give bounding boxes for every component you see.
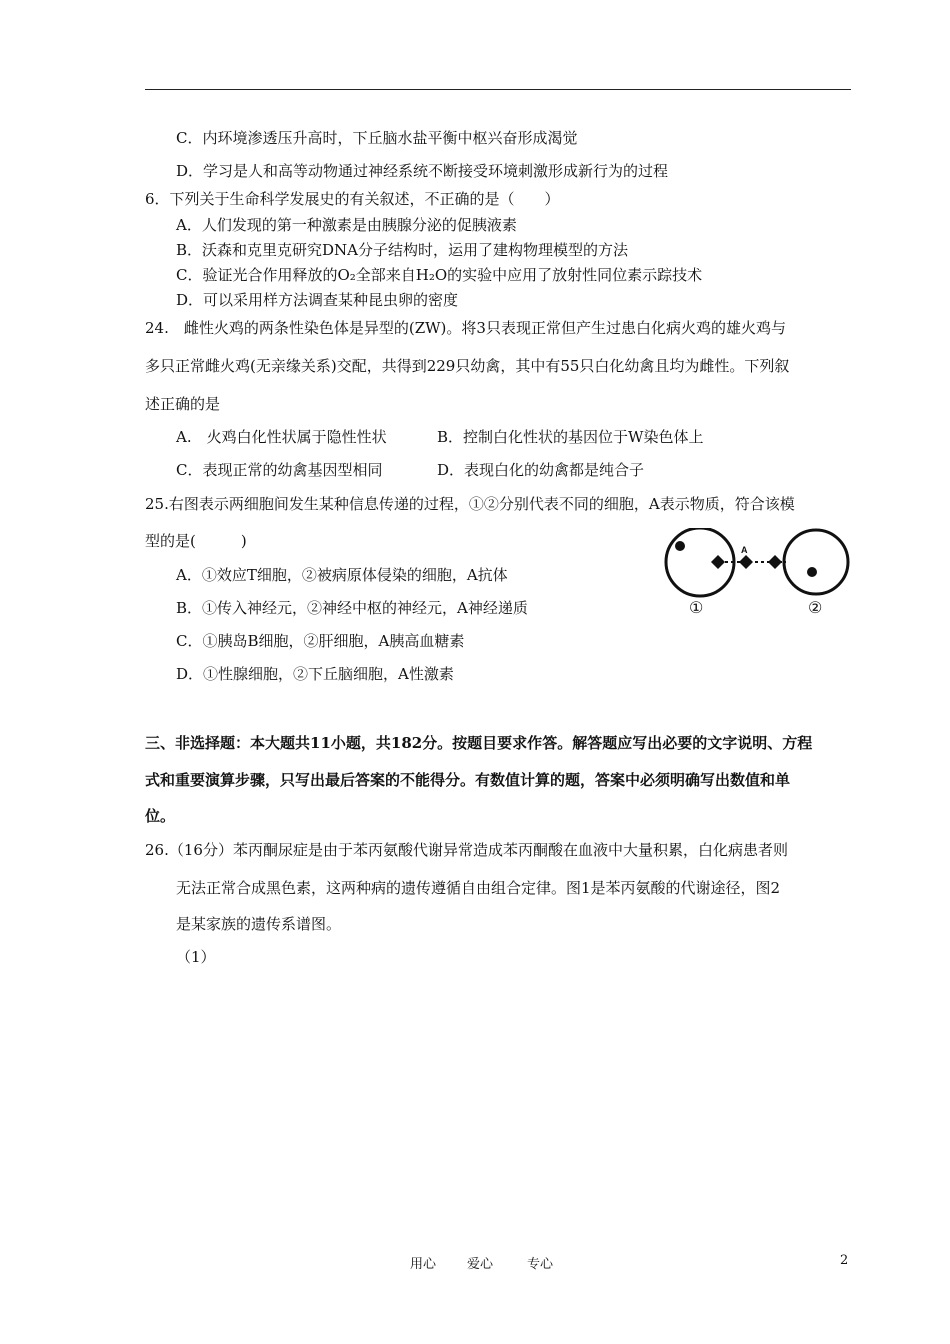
q24-line-2: 多只正常雌火鸡(无亲缘关系)交配，共得到229只幼禽，其中有55只白化幼禽且均为雌性。下列叙 bbox=[145, 357, 790, 375]
q24-option-a: A. 火鸡白化性状属于隐性性状 bbox=[176, 428, 387, 446]
q6-option-b: B．沃森和克里克研究DNA分子结构时，运用了建构物理模型的方法 bbox=[176, 241, 629, 259]
q5-option-d: D．学习是人和高等动物通过神经系统不断接受环境刺激形成新行为的过程 bbox=[176, 162, 669, 180]
footer-text-1: 用心 bbox=[410, 1257, 437, 1272]
q25-option-a: A．①效应T细胞，②被病原体侵染的细胞，A抗体 bbox=[176, 566, 508, 584]
q24-line-3: 述正确的是 bbox=[145, 395, 221, 413]
q26-line-1: 26.（16分）苯丙酮尿症是由于苯丙氨酸代谢异常造成苯丙酮酸在血液中大量积累，白化病患者则 bbox=[145, 841, 788, 859]
q24-option-c: C．表现正常的幼禽基因型相同 bbox=[176, 461, 383, 479]
cell-signaling-diagram bbox=[640, 528, 860, 624]
q5-option-c: C．内环境渗透压升高时，下丘脑水盐平衡中枢兴奋形成渴觉 bbox=[176, 129, 578, 147]
q6-option-a: A．人们发现的第一种激素是由胰腺分泌的促胰液素 bbox=[176, 216, 517, 234]
cell-diagram-svg bbox=[640, 528, 860, 600]
q6-stem: 6．下列关于生命科学发展史的有关叙述，不正确的是（ ） bbox=[145, 190, 560, 208]
cell-2-circle bbox=[784, 530, 848, 594]
cell-2-label: ② bbox=[808, 598, 823, 617]
header-rule bbox=[145, 89, 851, 90]
q24-option-b: B．控制白化性状的基因位于W染色体上 bbox=[437, 428, 704, 446]
section3-line-2: 式和重要演算步骤，只写出最后答案的不能得分。有数值计算的题，答案中必须明确写出数值和单 bbox=[145, 771, 791, 789]
q25-line-1: 25.右图表示两细胞间发生某种信息传递的过程，①②分别代表不同的细胞，A表示物质，符合该模 bbox=[145, 495, 795, 513]
q26-line-2: 无法正常合成黑色素，这两种病的遗传遵循自由组合定律。图1是苯丙氨酸的代谢途径，图2 bbox=[176, 879, 781, 897]
cell-1-nucleus bbox=[675, 541, 685, 551]
cell-2-nucleus bbox=[807, 567, 817, 577]
q25-line-2: 型的是( ) bbox=[145, 532, 247, 550]
q26-sub-1: （1） bbox=[176, 948, 216, 966]
q24-line-1: 24. 雌性火鸡的两条性染色体是异型的(ZW)。将3只表现正常但产生过患白化病火鸡的雄火鸡与 bbox=[145, 319, 786, 337]
q25-option-b: B．①传入神经元，②神经中枢的神经元，A神经递质 bbox=[176, 599, 528, 617]
signal-molecule-diamond bbox=[739, 555, 753, 569]
q24-option-d: D．表现白化的幼禽都是纯合子 bbox=[437, 461, 645, 479]
q26-line-3: 是某家族的遗传系谱图。 bbox=[176, 915, 342, 933]
diagram-label-a: A bbox=[741, 545, 748, 555]
footer-text-2: 爱心 bbox=[467, 1257, 494, 1272]
cell-1-receptor-diamond bbox=[711, 555, 725, 569]
cell-1-label: ① bbox=[689, 598, 704, 617]
q6-option-d: D．可以采用样方法调查某种昆虫卵的密度 bbox=[176, 291, 459, 309]
q6-option-c: C．验证光合作用释放的O₂全部来自H₂O的实验中应用了放射性同位素示踪技术 bbox=[176, 266, 703, 284]
cell-2-receptor-diamond bbox=[768, 555, 782, 569]
footer-text-3: 专心 bbox=[527, 1257, 554, 1272]
page-number: 2 bbox=[840, 1253, 849, 1268]
section3-line-3: 位。 bbox=[145, 807, 176, 825]
q25-option-c: C．①胰岛B细胞，②肝细胞，A胰高血糖素 bbox=[176, 632, 465, 650]
section3-line-1: 三、非选择题：本大题共11小题，共182分。按题目要求作答。解答题应写出必要的文字说明、方程 bbox=[145, 734, 813, 752]
q25-option-d: D．①性腺细胞，②下丘脑细胞，A性激素 bbox=[176, 665, 454, 683]
